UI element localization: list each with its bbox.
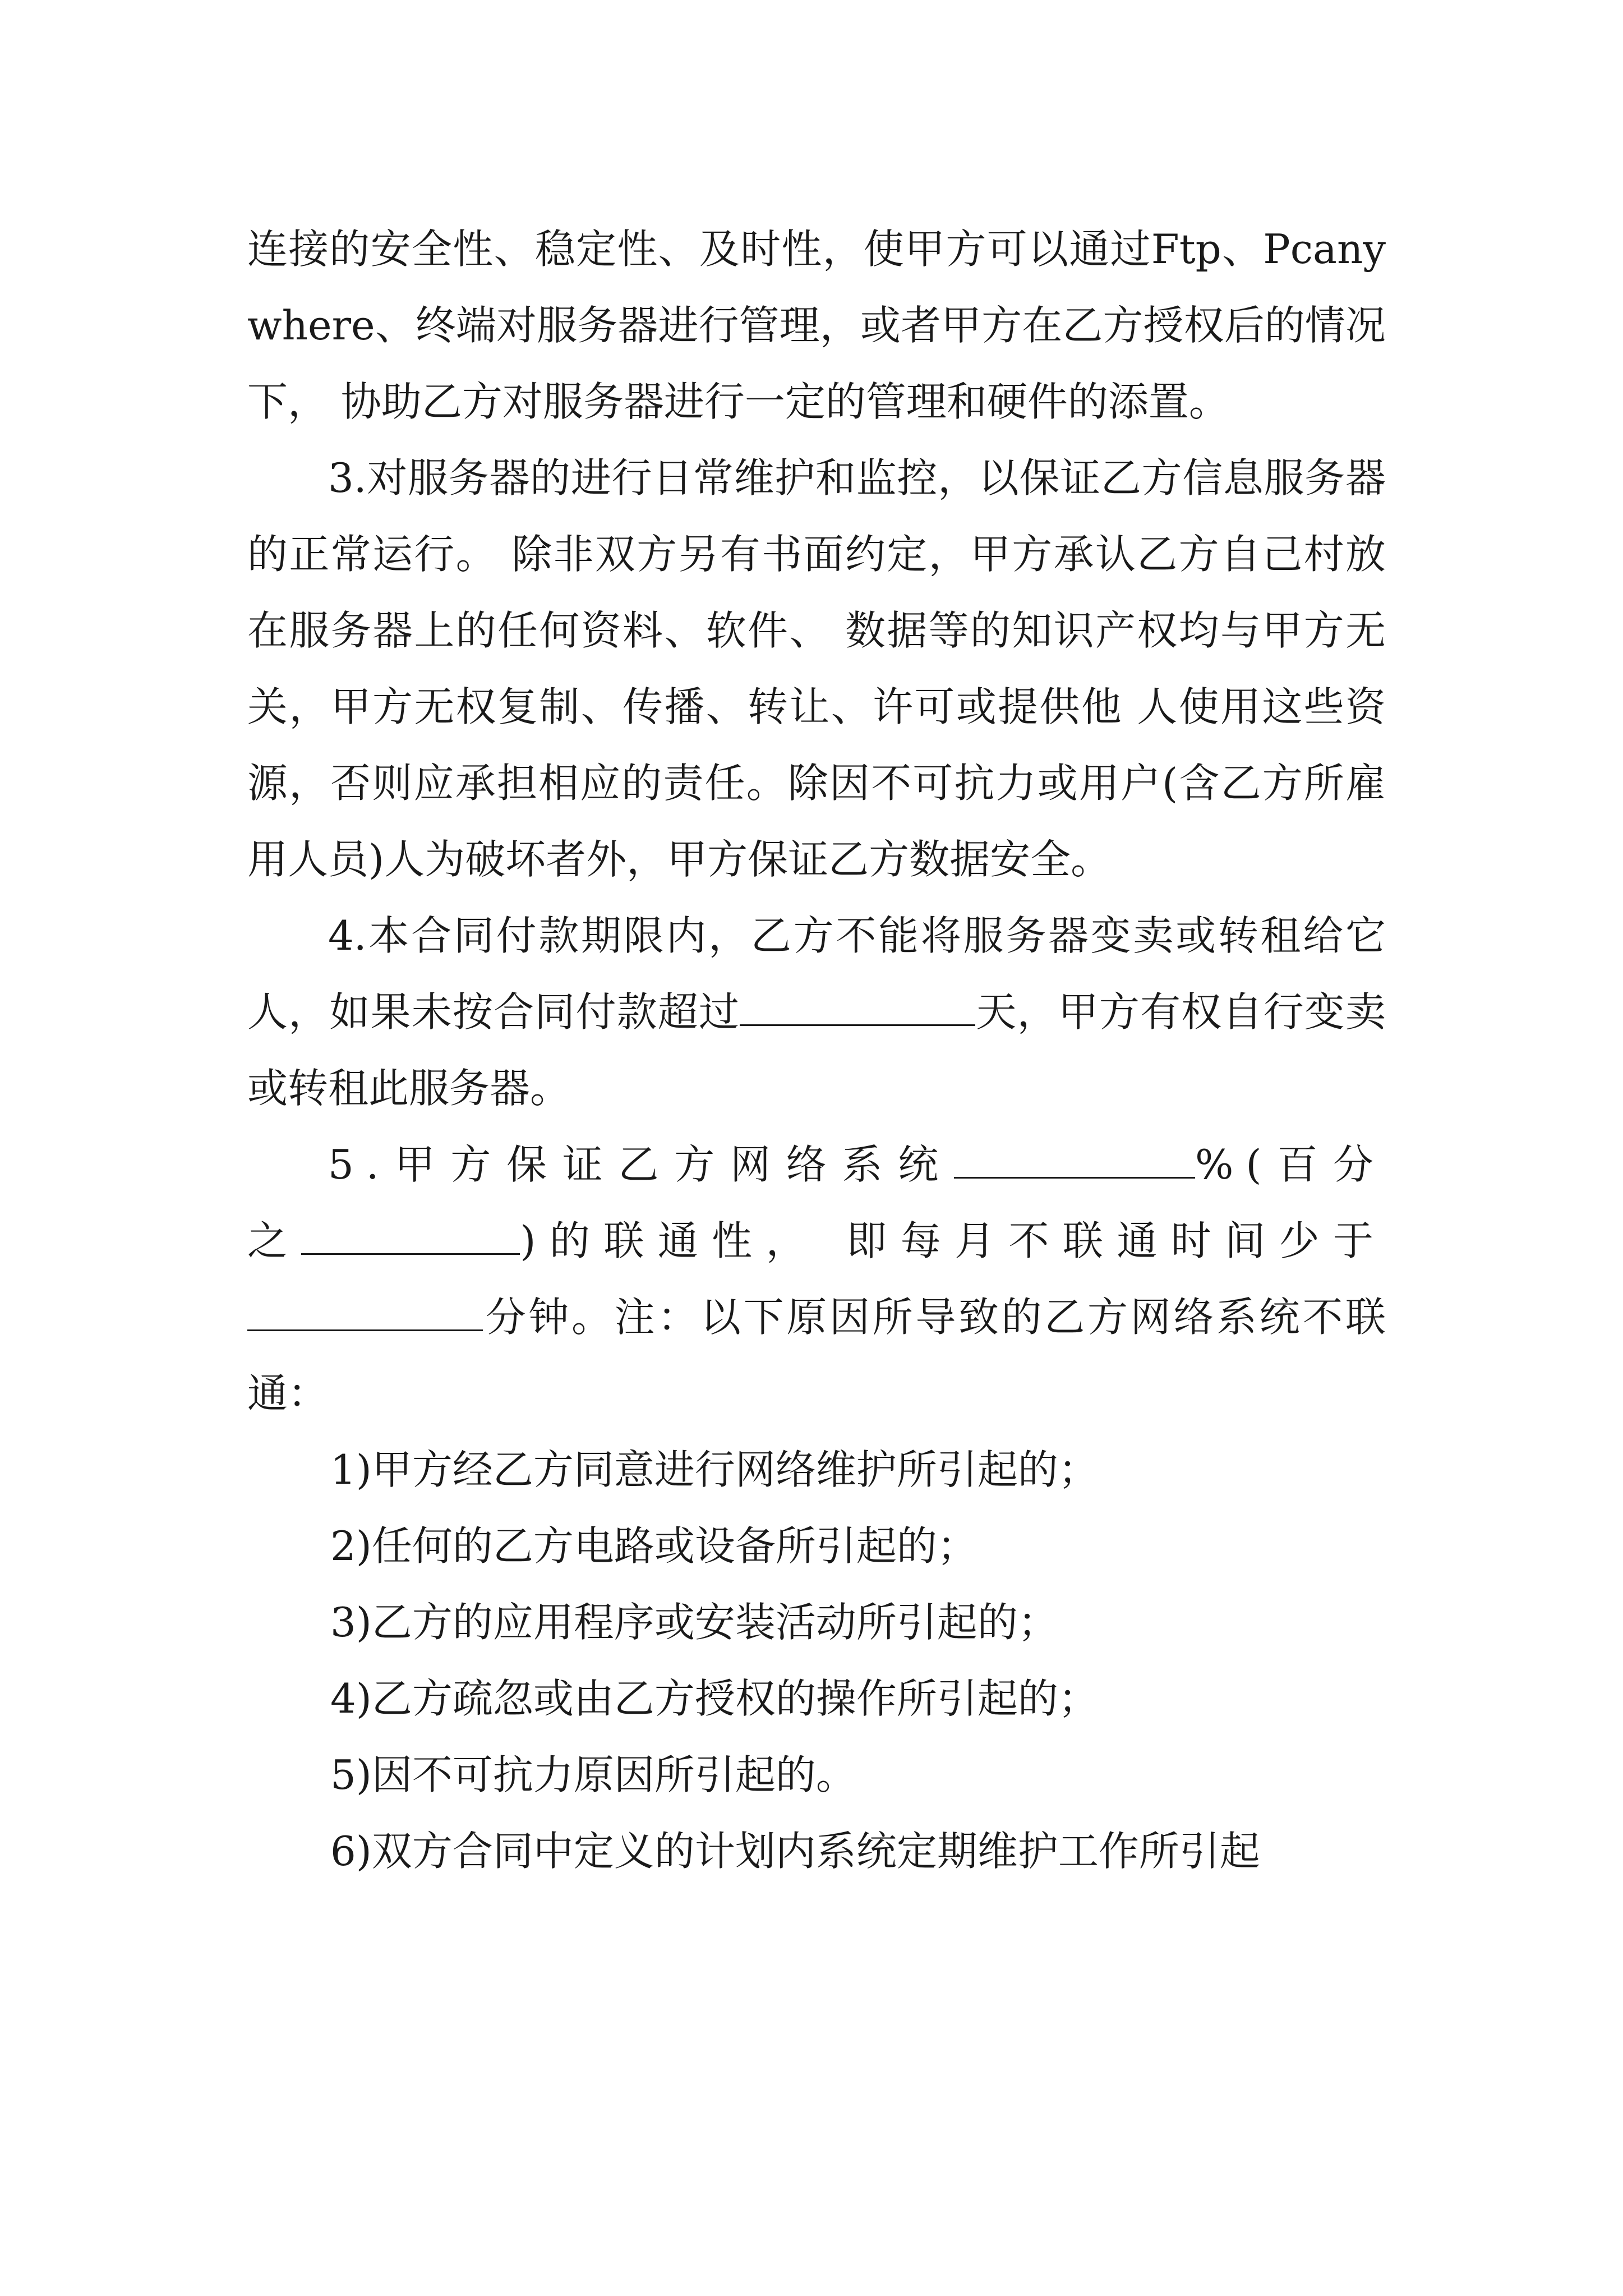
percent-blank-field (954, 1143, 1195, 1179)
paragraph-server-maintenance: 3.对服务器的进行日常维护和监控，以保证乙方信息服务器的正常运行。 除非双方另有书面约定，甲方承认乙方自己村放在服务器上的任何资料、软件、 数据等的知识产权均与甲方无关，甲方无权复制、传播、转让、许可或提供他 人使用这些资源，否则应承担相应的责任。除因不可抗力或用户(含乙方所雇用人员)人为破坏者外，甲方保证乙方数据安全。 (247, 454, 1386, 883)
paragraph-connection-security: 连接的安全性、稳定性、及时性，使甲方可以通过Ftp、Pcanywhere、终端对服务器进行管理，或者甲方在乙方授权后的情况下， 协助乙方对服务器进行一定的管理和硬件的添置。 (247, 226, 1386, 425)
payment-term-text-start: 4.本合同付款期限内，乙方不能将服务器变卖或转租给它人，如果未按合同付款超过 (247, 912, 1386, 1036)
uptime-percent-text: %(百分之 (247, 1141, 1386, 1264)
uptime-text-end: 分钟。注：以下原因所导致的乙方网络系统不联通： (247, 1294, 1386, 1417)
paragraph-network-uptime (247, 1126, 1386, 1432)
payment-term-text-end: 天，甲方有权自行变卖或转租此服务器。 (247, 988, 1386, 1112)
days-blank-field (740, 991, 975, 1026)
list-item: 4)乙方疏忽或由乙方授权的操作所引起的； (330, 1675, 1099, 1722)
list-item: 2)任何的乙方电路或设备所引起的； (330, 1522, 978, 1570)
list-item: 6)双方合同中定义的计划内系统定期维护工作所引起 (330, 1828, 1260, 1875)
minutes-blank-field (247, 1296, 483, 1331)
list-item: 5)因不可抗力原因所引起的。 (330, 1751, 856, 1798)
list-item: 1)甲方经乙方同意进行网络维护所引起的； (330, 1446, 1099, 1493)
percent-words-blank-field (301, 1220, 520, 1255)
uptime-text-start: 5.甲方保证乙方网络系统 (328, 1141, 954, 1188)
uptime-connectivity-text: )的联通性， 即每月不联通时间少于 (520, 1217, 1386, 1264)
paragraph-payment-term (247, 898, 1386, 1126)
contract-body (247, 211, 1386, 1889)
list-item: 3)乙方的应用程序或安装活动所引起的； (330, 1599, 1058, 1646)
